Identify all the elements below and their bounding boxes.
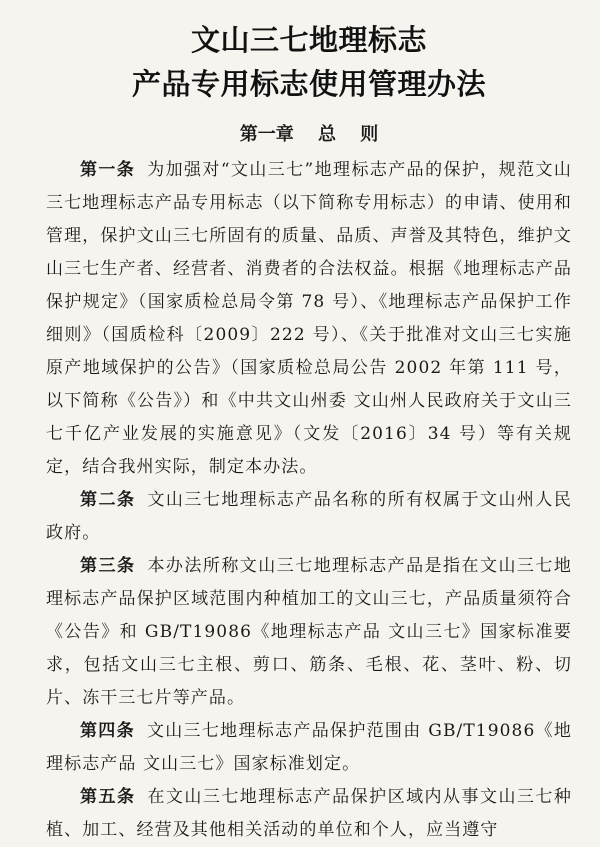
- article-label: 第二条: [80, 490, 136, 510]
- article-label: 第四条: [80, 721, 135, 741]
- article-text: 在文山三七地理标志产品保护区域内从事文山三七种植、加工、经营及其他相关活动的单位和个人，应当遵守: [46, 787, 572, 840]
- article-5: [46, 781, 572, 847]
- article-label: 第一条: [80, 160, 136, 180]
- article-4: [46, 715, 572, 781]
- title-block: [46, 18, 572, 106]
- article-label: 第五条: [80, 787, 136, 807]
- article-text: 为加强对“文山三七”地理标志产品的保护，规范文山三七地理标志产品专用标志（以下简称专用标志）的申请、使用和管理，保护文山三七所固有的质量、品质、声誉及其特色，维护文山三七生产者、经营者、消费者的合法权益。根据《地理标志产品保护规定》（国家质检总局令第 78 号）、《地理标志产品保护工作细则》（国质检科〔2009〕222 号）、《关于批准对文山三七实施原产地域保护的公告》（国家质检总局公告 2002 年第 111 号，以下简称《公告》）和《中共文山州委 文山州人民政府关于文山三七千亿产业发展的实施意见》（文发〔2016〕34 号）等有关规定，结合我州实际，制定本办法。: [46, 160, 572, 477]
- chapter-heading: 第一章 总 则: [239, 124, 379, 145]
- article-label: 第三条: [80, 556, 136, 576]
- document-title-line-1: 文山三七地理标志: [190, 23, 427, 57]
- article-1: [46, 154, 572, 484]
- article-2: [46, 484, 572, 550]
- article-text: 文山三七地理标志产品保护范围由 GB/T19086《地理标志产品 文山三七》国家标准划定。: [46, 721, 572, 774]
- article-3: [46, 550, 572, 715]
- article-text: 本办法所称文山三七地理标志产品是指在文山三七地理标志产品保护区域范围内种植加工的文山三七，产品质量须符合《公告》和 GB/T19086《地理标志产品 文山三七》国家标准要求，包括文山三七主根、剪口、筋条、毛根、花、茎叶、粉、切片、冻干三七片等产品。: [46, 556, 572, 708]
- article-text: 文山三七地理标志产品名称的所有权属于文山州人民政府。: [46, 490, 572, 543]
- document-title-line-2: 产品专用标志使用管理办法: [131, 67, 486, 101]
